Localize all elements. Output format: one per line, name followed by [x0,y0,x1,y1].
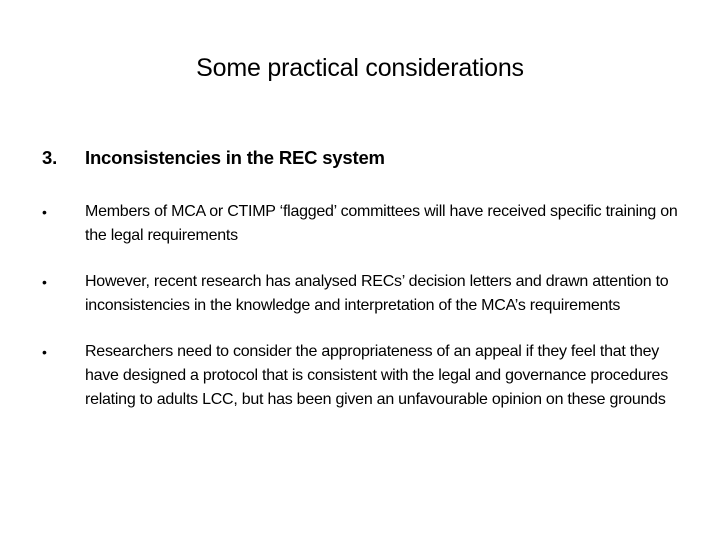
bullet-icon: • [42,344,47,360]
bullet-text: However, recent research has analysed RECs’ decision letters and drawn attention to inconsistencies in the knowledge and interpretation of the MCA’s requirements [85,273,669,314]
bullet-item [42,270,692,318]
section-heading-text: Inconsistencies in the REC system [85,147,385,168]
bullet-icon: • [42,204,47,220]
bullet-item [42,200,692,248]
bullet-text: Researchers need to consider the appropriateness of an appeal if they feel that they have designed a protocol that is consistent with the legal and governance procedures relating to adults LCC, but has been given an unfavourable opinion on these grounds [85,343,668,408]
section-number: 3. [42,147,58,168]
slide-title: Some practical considerations [196,54,524,82]
bullet-list [42,200,692,434]
bullet-item [42,340,692,412]
bullet-icon: • [42,274,47,290]
bullet-text: Members of MCA or CTIMP ‘flagged’ committees will have received specific training on the legal requirements [85,203,678,244]
section-heading [42,146,385,170]
